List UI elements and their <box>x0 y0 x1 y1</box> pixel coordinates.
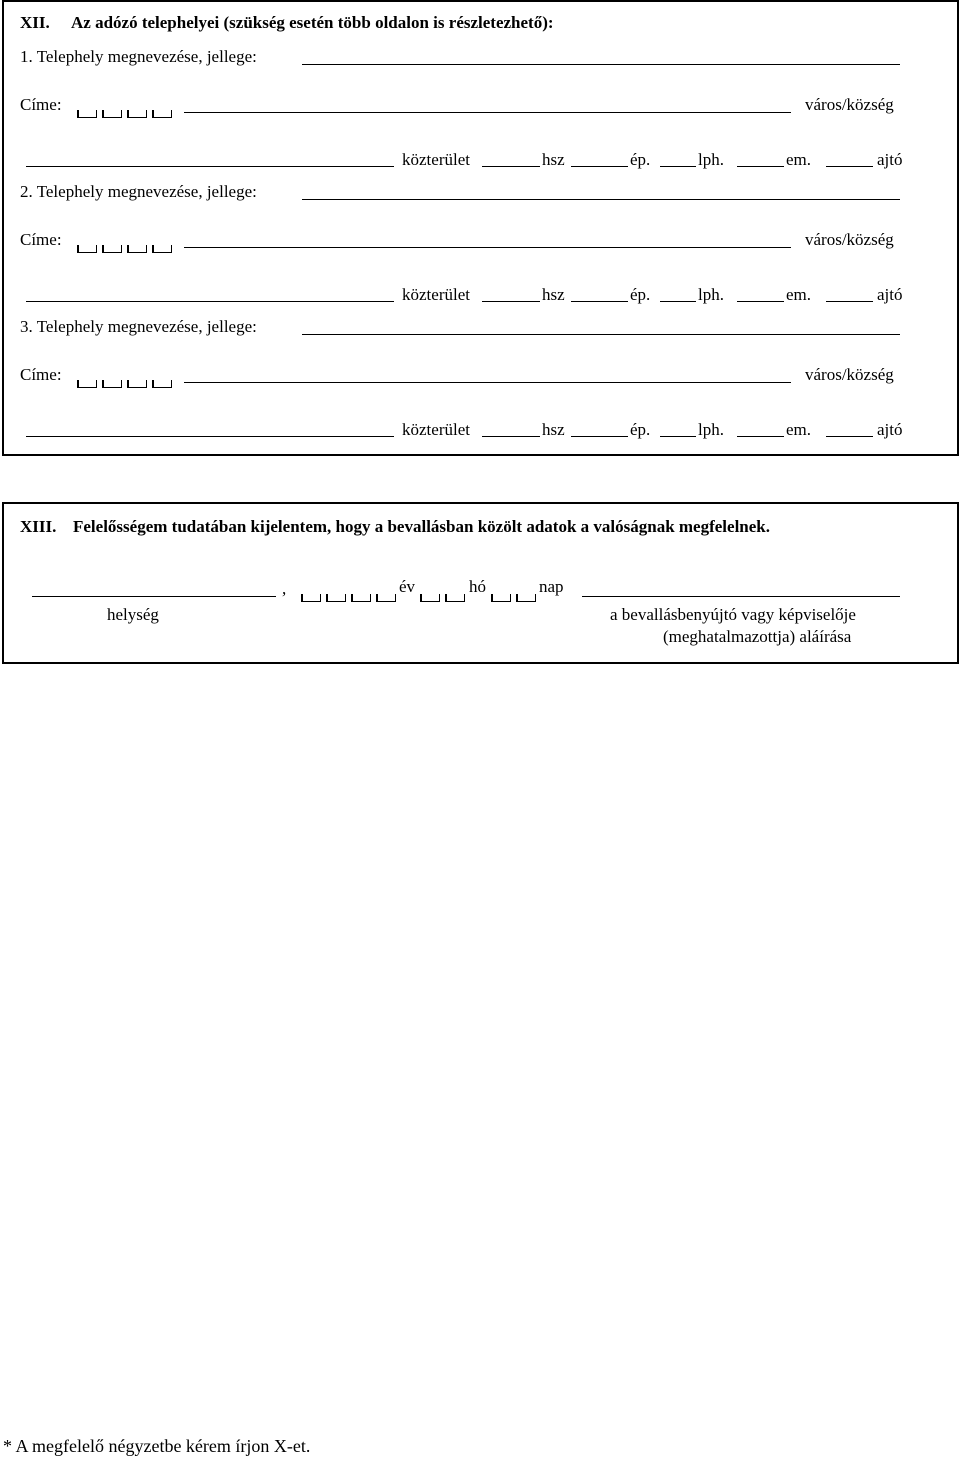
site-1-ajto-label: ajtó <box>877 150 903 169</box>
site-1-city-field[interactable] <box>184 112 791 113</box>
site-1-em-field[interactable] <box>737 166 784 167</box>
place-field[interactable] <box>32 596 276 597</box>
site-1-hsz-label: hsz <box>542 150 565 169</box>
site-1-ep-label: ép. <box>630 150 651 169</box>
site-1-ep-field[interactable] <box>571 166 628 167</box>
site-2-ep-field[interactable] <box>571 301 628 302</box>
site-2-address-label: Címe: <box>20 230 62 249</box>
comma: , <box>282 579 287 598</box>
site-2-city-field[interactable] <box>184 247 791 248</box>
site-2-hsz-label: hsz <box>542 285 565 304</box>
year-label: év <box>399 577 416 596</box>
signature-caption-line-2: (meghatalmazottja) aláírása <box>663 627 852 646</box>
site-3-em-field[interactable] <box>737 436 784 437</box>
month-label: hó <box>469 577 486 596</box>
site-2-ajto-label: ajtó <box>877 285 903 304</box>
site-3-label: 3. Telephely megnevezése, jellege: <box>20 317 257 336</box>
site-2-city-label: város/község <box>805 230 894 249</box>
section-12-box <box>2 0 959 456</box>
site-2-label: 2. Telephely megnevezése, jellege: <box>20 182 257 201</box>
site-2-ajto-field[interactable] <box>826 301 873 302</box>
site-1-city-label: város/község <box>805 95 894 114</box>
signature-caption-line-1: a bevallásbenyújtó vagy képviselője <box>610 605 856 624</box>
site-3-em-label: em. <box>786 420 812 439</box>
site-1-em-label: em. <box>786 150 812 169</box>
site-3-ep-label: ép. <box>630 420 651 439</box>
site-3-address-label: Címe: <box>20 365 62 384</box>
site-1-street-field[interactable] <box>26 166 394 167</box>
footnote: * A megfelelő négyzetbe kérem írjon X-et. <box>3 1436 311 1456</box>
site-1-hsz-field[interactable] <box>482 166 540 167</box>
site-3-name-field[interactable] <box>302 334 900 335</box>
site-1-label: 1. Telephely megnevezése, jellege: <box>20 47 257 66</box>
site-1-lph-field[interactable] <box>660 166 696 167</box>
signature-field[interactable] <box>582 596 900 597</box>
day-label: nap <box>539 577 564 596</box>
site-2-ep-label: ép. <box>630 285 651 304</box>
site-3-ajto-field[interactable] <box>826 436 873 437</box>
site-1-ajto-field[interactable] <box>826 166 873 167</box>
site-3-lph-field[interactable] <box>660 436 696 437</box>
section-12-number: XII. <box>20 13 50 32</box>
site-2-em-label: em. <box>786 285 812 304</box>
section-13-number: XIII. <box>20 517 57 536</box>
site-3-ep-field[interactable] <box>571 436 628 437</box>
section-13-box <box>2 502 959 664</box>
site-1-address-label: Címe: <box>20 95 62 114</box>
site-2-street-field[interactable] <box>26 301 394 302</box>
site-3-hsz-field[interactable] <box>482 436 540 437</box>
site-3-city-field[interactable] <box>184 382 791 383</box>
site-3-street-field[interactable] <box>26 436 394 437</box>
site-1-lph-label: lph. <box>698 150 724 169</box>
site-2-em-field[interactable] <box>737 301 784 302</box>
site-1-street-label: közterület <box>402 150 470 169</box>
section-12-title: Az adózó telephelyei (szükség esetén több oldalon is részletezhető): <box>71 13 554 32</box>
site-2-hsz-field[interactable] <box>482 301 540 302</box>
site-1-name-field[interactable] <box>302 64 900 65</box>
site-3-hsz-label: hsz <box>542 420 565 439</box>
site-3-city-label: város/község <box>805 365 894 384</box>
site-3-ajto-label: ajtó <box>877 420 903 439</box>
site-2-lph-label: lph. <box>698 285 724 304</box>
site-3-lph-label: lph. <box>698 420 724 439</box>
site-2-street-label: közterület <box>402 285 470 304</box>
site-2-name-field[interactable] <box>302 199 900 200</box>
section-13-statement: Felelősségem tudatában kijelentem, hogy a bevallásban közölt adatok a valóságnak megfelelnek. <box>73 517 771 536</box>
place-caption: helység <box>107 605 159 624</box>
site-3-street-label: közterület <box>402 420 470 439</box>
site-2-lph-field[interactable] <box>660 301 696 302</box>
